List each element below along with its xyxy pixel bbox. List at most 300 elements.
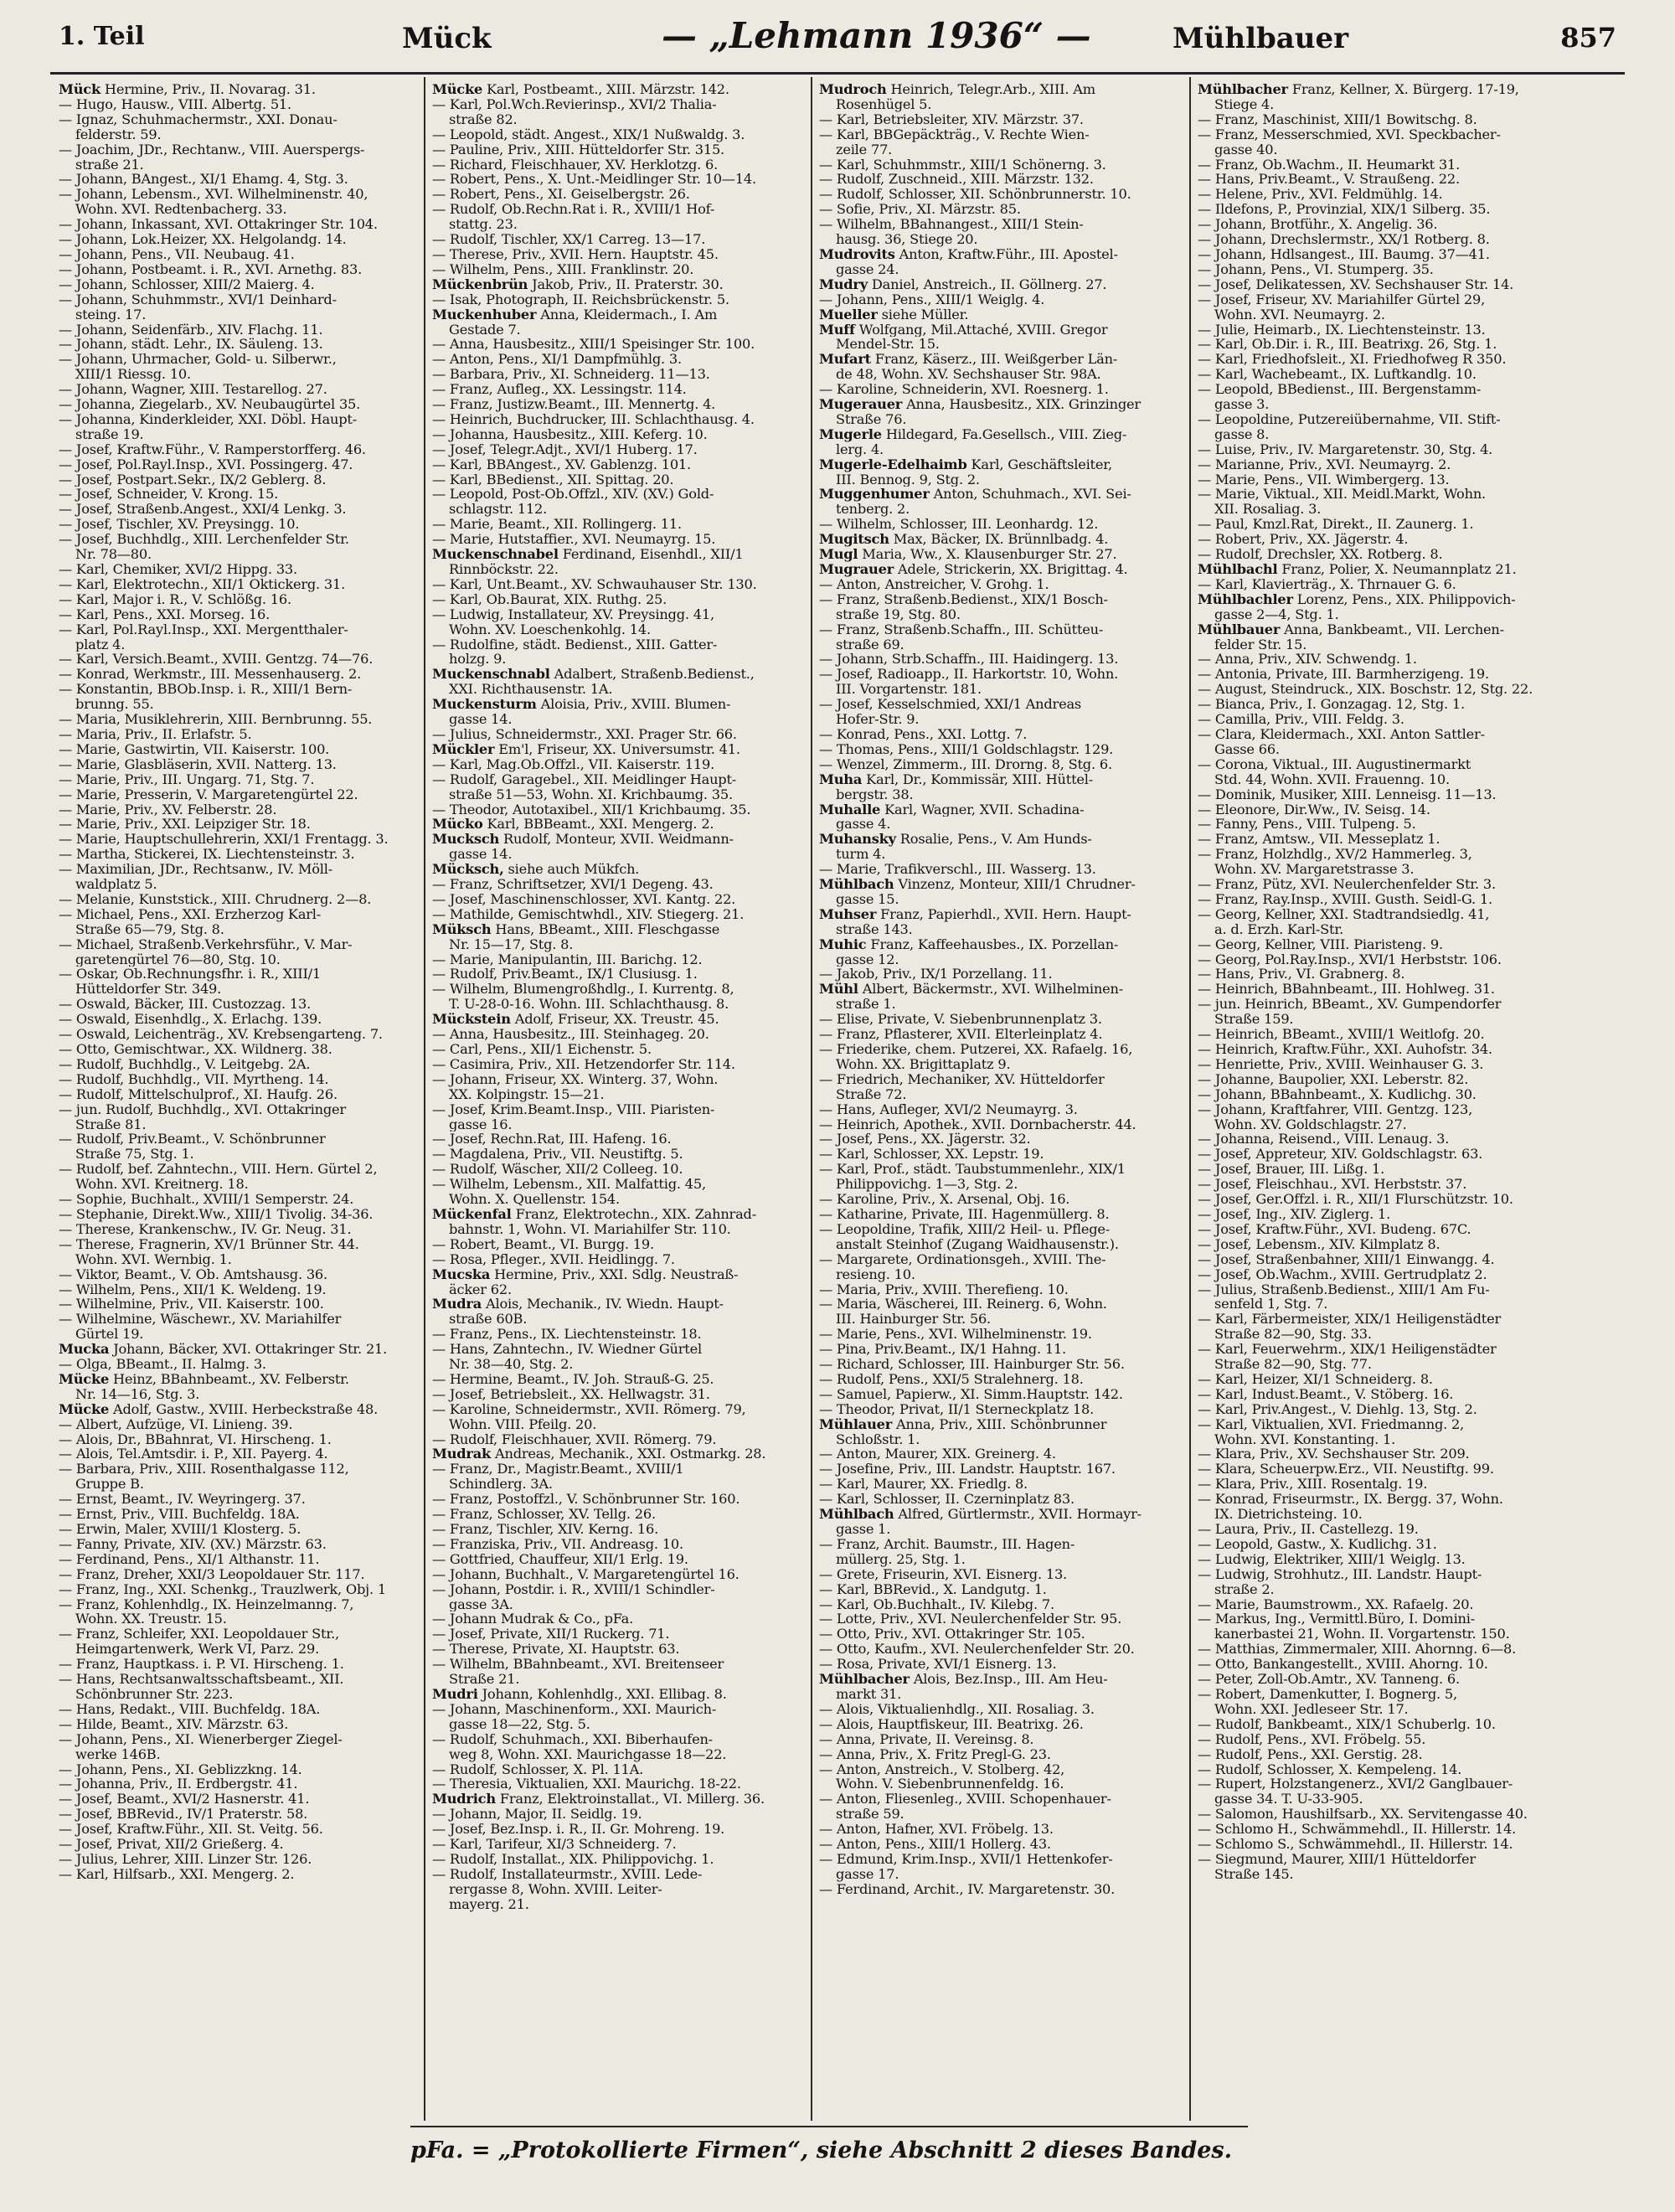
directory-line: — Josef, Pol.Rayl.Insp., XVI. Possingerg. 47. — [59, 456, 353, 472]
directory-line: — Heinrich, BBahnbeamt., III. Hohlweg. 31. — [1198, 982, 1495, 998]
directory-line: — Karl, Pol.Wch.Revierinsp., XVI/2 Thalia- — [432, 96, 717, 112]
directory-line: gasse 34. T. U-33-905. — [1214, 1792, 1363, 1807]
header-rule — [50, 72, 1625, 75]
directory-line: — Casimira, Priv., XII. Hetzendorfer Str. 114. — [432, 1056, 735, 1072]
directory-line: Mühlauer Anna, Priv., XIII. Schönbrunner — [819, 1416, 1107, 1432]
directory-line: — Josef, Ob.Wachm., XVIII. Gertrudplatz 2. — [1198, 1266, 1487, 1282]
directory-line: — Josef, Radioapp., II. Harkortstr. 10, Wohn. — [819, 667, 1119, 683]
directory-line: — Rudolf, Pens., XVI. Fröbelg. 55. — [1198, 1731, 1426, 1747]
directory-line: zeile 77. — [836, 142, 893, 157]
directory-line: hausg. 36, Stiege 20. — [836, 232, 978, 247]
directory-line: — Hans, Zahntechn., IV. Wiedner Gürtel — [432, 1342, 702, 1358]
directory-line: Schindlerg. 3A. — [449, 1477, 553, 1493]
directory-line: — Rudolf, Installat., XIX. Philippovichg. 1. — [432, 1851, 714, 1867]
directory-line: — Oswald, Leichenträg., XV. Krebsengarteng. 7. — [59, 1027, 383, 1042]
directory-line: — Johann, Buchhalt., V. Margaretengürtel 16. — [432, 1566, 740, 1582]
directory-line: — Siegmund, Maurer, XIII/1 Hütteldorfer — [1198, 1851, 1476, 1867]
directory-line: — Anna, Priv., X. Fritz Pregl-G. 23. — [819, 1746, 1051, 1762]
directory-line: — Peter, Zoll-Ob.Amtr., XV. Tanneng. 6. — [1198, 1672, 1460, 1687]
directory-line: — Jakob, Priv., IX/1 Porzellang. 11. — [819, 967, 1053, 982]
directory-line: Mucksch Rudolf, Monteur, XVII. Weidmann- — [432, 832, 734, 848]
directory-line: Mücke Adolf, Gastw., XVIII. Herbeckstraße 48. — [59, 1401, 379, 1417]
directory-line: — Alois, Tel.Amtsdir. i. P., XII. Payerg. 4. — [59, 1446, 328, 1462]
directory-line: — Franz, Ob.Wachm., II. Heumarkt 31. — [1198, 157, 1461, 173]
directory-line: schlagstr. 112. — [449, 502, 548, 518]
directory-line: — Corona, Viktual., III. Augustinermarkt — [1198, 756, 1471, 772]
directory-line: — Rudolf, Buchhdlg., V. Leitgebg. 2A. — [59, 1056, 311, 1072]
directory-line: straße 19. — [75, 426, 144, 442]
directory-line: — Fanny, Private, XIV. (XV.) Märzstr. 63. — [59, 1536, 327, 1552]
directory-line: — Joachim, JDr., Rechtanw., VIII. Auerspergs- — [59, 142, 365, 157]
directory-line: — Johann, Pens., XIII/1 Weiglg. 4. — [819, 291, 1045, 307]
directory-line: — Konstantin, BBOb.Insp. i. R., XIII/1 Bern- — [59, 682, 353, 698]
directory-line: Mühlbacher Franz, Kellner, X. Bürgerg. 17-19, — [1198, 82, 1519, 97]
directory-line: — Johann, BAngest., XI/1 Ehamg. 4, Stg. 3. — [59, 172, 348, 188]
directory-line: — Johann, Pens., XI. Geblizzkng. 14. — [59, 1761, 302, 1777]
directory-line: — Rudolf, Drechsler, XX. Rotberg. 8. — [1198, 547, 1443, 562]
directory-line: — Josef, Kraftw.Führ., XVI. Budeng. 67C. — [1198, 1221, 1471, 1237]
directory-line: — Klara, Priv., XV. Sechshauser Str. 209. — [1198, 1446, 1470, 1462]
directory-column-3 — [819, 82, 1184, 2117]
directory-line: Mudry Daniel, Anstreich., II. Göllnerg. 27. — [819, 276, 1107, 292]
section-label: 1. Teil — [59, 22, 145, 51]
directory-line: — Franz, Messerschmied, XVI. Speckbacher- — [1198, 126, 1501, 142]
directory-line: — Karl, BBRevid., X. Landgutg. 1. — [819, 1581, 1047, 1597]
directory-line: — Theresia, Viktualien, XXI. Maurichg. 18-22. — [432, 1776, 741, 1792]
directory-line: Mugerle-Edelhaimb Karl, Geschäftsleiter, — [819, 456, 1112, 472]
directory-line: — Anton, Anstreicher, V. Grohg. 1. — [819, 576, 1049, 592]
directory-line: Mühlbach Vinzenz, Monteur, XIII/1 Chrudner- — [819, 877, 1136, 892]
directory-line: straße 19, Stg. 80. — [836, 606, 961, 622]
directory-line: — Mathilde, Gemischtwhdl., XIV. Stiegerg. 21. — [432, 906, 745, 922]
directory-line: — Karl, Ob.Baurat, XIX. Ruthg. 25. — [432, 591, 667, 607]
directory-line: — Hans, Priv., VI. Grabnerg. 8. — [1198, 967, 1405, 982]
directory-line: — Karl, Friedhofsleit., XI. Friedhofweg R 350. — [1198, 352, 1507, 368]
directory-line: — Karl, Mag.Ob.Offzl., VII. Kaiserstr. 119. — [432, 756, 715, 772]
directory-line: — Ludwig, Installateur, XV. Preysingg. 41, — [432, 606, 714, 622]
directory-line: — Marie, Priv., III. Ungarg. 71, Stg. 7. — [59, 771, 315, 787]
directory-line: Straße 81. — [75, 1116, 147, 1132]
directory-line: — Otto, Gemischtwar., XX. Wildnerg. 38. — [59, 1042, 332, 1057]
directory-line: — Maria, Priv., II. Erlafstr. 5. — [59, 726, 252, 742]
directory-line: markt 31. — [836, 1686, 902, 1702]
directory-line: Mudra Alois, Mechanik., IV. Wiedn. Haupt- — [432, 1297, 724, 1312]
directory-line: — Magdalena, Priv., VII. Neustiftg. 5. — [432, 1147, 683, 1163]
directory-line: — Rudolf, Mittelschulprof., XI. Haufg. 26. — [59, 1086, 338, 1102]
directory-line: — Friederike, chem. Putzerei, XX. Rafaelg. 16, — [819, 1042, 1133, 1057]
directory-line: — Sofie, Priv., XI. Märzstr. 85. — [819, 202, 1021, 218]
directory-line: gasse 14. — [449, 847, 513, 863]
directory-line: straße 82. — [449, 111, 518, 127]
directory-line: XX. Kolpingstr. 15—21. — [449, 1086, 605, 1102]
directory-line: — Anton, Pens., XIII/1 Hollerg. 43. — [819, 1837, 1051, 1852]
directory-line: — Leopold, Post-Ob.Offzl., XIV. (XV.) Gold- — [432, 487, 714, 503]
directory-line: Nr. 78—80. — [75, 547, 152, 562]
directory-line: — Karl, Färbermeister, XIX/1 Heiligenstädter — [1198, 1312, 1502, 1328]
directory-line: — Karl, Schlosser, II. Czerninplatz 83. — [819, 1492, 1075, 1508]
directory-line: — Marie, Viktual., XII. Meidl.Markt, Wohn. — [1198, 487, 1487, 503]
directory-line: — Karl, Betriebsleiter, XIV. Märzstr. 37. — [819, 111, 1084, 127]
directory-line: — Franz, Ray.Insp., XVIII. Gusth. Seidl-G. 1. — [1198, 891, 1492, 907]
directory-line: — Anton, Maurer, XIX. Greinerg. 4. — [819, 1446, 1056, 1462]
directory-line: — Albert, Aufzüge, VI. Linieng. 39. — [59, 1416, 293, 1432]
directory-line: Straße 65—79, Stg. 8. — [75, 921, 224, 937]
directory-line: — Julie, Heimarb., IX. Liechtensteinstr. 13. — [1198, 322, 1486, 338]
directory-line: Mudrak Andreas, Mechanik., XXI. Ostmarkg. 28. — [432, 1446, 766, 1462]
last-entry-keyword: Mühlbauer — [1172, 22, 1349, 55]
directory-line: — Josef, Kraftw.Führ., XII. St. Veitg. 56. — [59, 1822, 323, 1838]
directory-line: — Johann, Maschinenform., XXI. Maurich- — [432, 1701, 717, 1717]
directory-line: Nr. 14—16, Stg. 3. — [75, 1386, 200, 1402]
directory-line: garetengürtel 76—80, Stg. 10. — [75, 951, 281, 967]
directory-line: — Johann, Inkassant, XVI. Ottakringer Str. 104. — [59, 217, 378, 233]
directory-line: straße 143. — [836, 921, 913, 937]
directory-line: — Karl, Schlosser, XX. Lepstr. 19. — [819, 1147, 1044, 1163]
directory-line: — Margarete, Ordinationsgeh., XVIII. The- — [819, 1251, 1106, 1267]
directory-line: — Ludwig, Strohhutz., III. Landstr. Haupt- — [1198, 1566, 1482, 1582]
directory-line: — Clara, Kleidermach., XXI. Anton Sattler- — [1198, 726, 1485, 742]
directory-line: — Rudolf, Garagebel., XII. Meidlinger Haupt- — [432, 771, 737, 787]
directory-line: Rosenhügel 5. — [836, 96, 932, 112]
directory-line: — Wilhelm, Lebensm., XII. Malfattig. 45, — [432, 1177, 706, 1193]
directory-line: — Heinrich, Kraftw.Führ., XXI. Auhofstr. 34. — [1198, 1042, 1492, 1057]
directory-line: — Konrad, Werkmstr., III. Messenhauserg. 2. — [59, 667, 362, 683]
directory-line: — Josef, Privat, XII/2 Grießerg. 4. — [59, 1837, 284, 1852]
directory-line: — Franz, Schlosser, XV. Tellg. 26. — [432, 1507, 656, 1522]
directory-line: — Johann, Lok.Heizer, XX. Helgolandg. 14. — [59, 232, 347, 247]
directory-line: Wohn. XXI. Jedleseer Str. 17. — [1214, 1701, 1409, 1717]
directory-line: — Robert, Damenkutter, I. Bognerg. 5, — [1198, 1686, 1457, 1702]
directory-line: Muckenhuber Anna, Kleidermach., I. Am — [432, 307, 718, 322]
directory-line: Mücko Karl, BBBeamt., XXI. Mengerg. 2. — [432, 817, 714, 833]
directory-line: — Johanna, Hausbesitz., XIII. Keferg. 10. — [432, 426, 708, 442]
directory-line: — Franz, Archit. Baumstr., III. Hagen- — [819, 1536, 1075, 1552]
directory-line: gasse 17. — [836, 1866, 899, 1882]
directory-line: kanerbastei 21, Wohn. II. Vorgartenstr. 150. — [1214, 1627, 1510, 1642]
directory-line: — Josef, Fleischhau., XVI. Herbststr. 37. — [1198, 1177, 1467, 1193]
directory-line: — Johann, Kraftfahrer, VIII. Gentzg. 123, — [1198, 1101, 1473, 1117]
directory-line: gasse 4. — [836, 817, 891, 833]
directory-line: — Franz, Straßenb.Bedienst., XIX/1 Bosch- — [819, 591, 1108, 607]
directory-line: bergstr. 38. — [836, 786, 914, 802]
directory-line: — Ildefons, P., Provinzial, XIX/1 Silberg. 35. — [1198, 202, 1491, 218]
directory-line: — Karl, BBGepäckträg., V. Rechte Wien- — [819, 126, 1090, 142]
directory-line: Straße 76. — [836, 411, 907, 427]
directory-line: senfeld 1, Stg. 7. — [1214, 1297, 1328, 1312]
directory-line: Nr. 38—40, Stg. 2. — [449, 1357, 574, 1372]
directory-line: — Leopold, städt. Angest., XIX/1 Nußwaldg. 3. — [432, 126, 745, 142]
directory-line: — Josef, Bez.Insp. i. R., II. Gr. Mohreng. 19. — [432, 1822, 725, 1838]
directory-line: — Marie, Manipulantin, III. Barichg. 12. — [432, 951, 703, 967]
directory-line: Philippovichg. 1—3, Stg. 2. — [836, 1177, 1018, 1193]
directory-line: III. Hainburger Str. 56. — [836, 1312, 991, 1328]
directory-line: — Karl, Heizer, XI/1 Schneiderg. 8. — [1198, 1371, 1433, 1387]
directory-line: — Karl, Klavierträg., X. Thrnauer G. 6. — [1198, 576, 1456, 592]
directory-line: — Wilhelm, BBahnbeamt., XVI. Breitenseer — [432, 1657, 724, 1673]
directory-line: holzg. 9. — [449, 652, 507, 668]
directory-line: — Therese, Private, XI. Hauptstr. 63. — [432, 1642, 680, 1658]
directory-line: Straße 21. — [449, 1672, 520, 1687]
directory-line: — Viktor, Beamt., V. Ob. Amtshausg. 36. — [59, 1266, 327, 1282]
directory-line: — Karl, Elektrotechn., XII/1 Oktickerg. 31. — [59, 576, 346, 592]
directory-column-1 — [59, 82, 419, 2117]
footer-note: pFa. = „Protokollierte Firmen“, siehe Abschnitt 2 dieses Bandes. — [410, 2137, 1232, 2163]
directory-line: Hofer-Str. 9. — [836, 712, 920, 727]
directory-line: resieng. 10. — [836, 1266, 915, 1282]
directory-line: Straße 145. — [1214, 1866, 1294, 1882]
directory-line: — Robert, Priv., XX. Jägerstr. 4. — [1198, 532, 1409, 548]
directory-line: — Heinrich, Buchdrucker, III. Schlachthausg. 4. — [432, 411, 755, 427]
directory-line: — Franz, Pütz, XVI. Neulerchenfelder Str. 3. — [1198, 877, 1496, 892]
directory-line: Mugl Maria, Ww., X. Klausenburger Str. 27. — [819, 547, 1117, 562]
directory-line: — Johanne, Baupolier, XXI. Leberstr. 82. — [1198, 1071, 1469, 1087]
directory-line: gasse 2—4, Stg. 1. — [1214, 606, 1339, 622]
directory-line: — Maria, Wäscherei, III. Reinerg. 6, Wohn. — [819, 1297, 1107, 1312]
first-entry-keyword: Mück — [402, 22, 492, 55]
directory-line: Gasse 66. — [1214, 741, 1280, 757]
directory-line: — Karoline, Schneiderin, XVI. Roesnerg. 1. — [819, 382, 1109, 398]
directory-line: — Wilhelm, Pens., XIII. Franklinstr. 20. — [432, 261, 694, 277]
directory-line: — Anton, Fliesenleg., XVIII. Schopenhauer- — [819, 1792, 1111, 1807]
directory-line: Schönbrunner Str. 223. — [75, 1686, 234, 1702]
directory-line: — Josef, Kesselschmied, XXI/1 Andreas — [819, 697, 1082, 713]
directory-line: — Ludwig, Elektriker, XIII/1 Weiglg. 13. — [1198, 1551, 1466, 1567]
directory-line: Mühlbachler Lorenz, Pens., XIX. Philippovich- — [1198, 591, 1516, 607]
directory-line: straße 59. — [836, 1807, 904, 1823]
directory-line: Mücke Heinz, BBahnbeamt., XV. Felberstr. — [59, 1371, 349, 1387]
directory-line: — Eleonore, Dir.Ww., IV. Seisg. 14. — [1198, 802, 1430, 817]
directory-line: — Josef, Ger.Offzl. i. R., XII/1 Flurschützstr. 10. — [1198, 1192, 1513, 1207]
directory-line: bahnstr. 1, Wohn. VI. Mariahilfer Str. 110. — [449, 1221, 731, 1237]
directory-line: — Rosa, Private, XVI/1 Eisnerg. 13. — [819, 1657, 1057, 1673]
directory-line: Wohn. VIII. Pfeilg. 20. — [449, 1416, 597, 1432]
directory-line: — Markus, Ing., Vermittl.Büro, I. Domini- — [1198, 1611, 1476, 1627]
directory-line: rergasse 8, Wohn. XVIII. Leiter- — [449, 1881, 662, 1897]
directory-line: — Josef, Krim.Beamt.Insp., VIII. Piaristen- — [432, 1101, 715, 1117]
directory-line: — Josef, BBRevid., IV/1 Praterstr. 58. — [59, 1807, 308, 1823]
directory-line: Muckenschnabl Adalbert, Straßenb.Bedienst., — [432, 667, 755, 683]
directory-line: — Wilhelm, Pens., XII/1 K. Weldeng. 19. — [59, 1281, 327, 1297]
directory-line: straße 2. — [1214, 1581, 1275, 1597]
directory-line: — Otto, Priv., XVI. Ottakringer Str. 105. — [819, 1627, 1085, 1642]
directory-line: — Leopold, BBedienst., III. Bergenstamm- — [1198, 382, 1482, 398]
directory-line: — Josef, Ing., XIV. Ziglerg. 1. — [1198, 1206, 1391, 1222]
directory-line: — Marie, Pens., XVI. Wilhelminenstr. 19. — [819, 1327, 1092, 1343]
directory-line: — Franz, Schleifer, XXI. Leopoldauer Str., — [59, 1627, 339, 1642]
directory-line: Mück Hermine, Priv., II. Novarag. 31. — [59, 82, 316, 97]
directory-line: — Barbara, Priv., XIII. Rosenthalgasse 112, — [59, 1462, 349, 1477]
directory-line: XIII/1 Riessg. 10. — [75, 367, 191, 383]
directory-line: — Rudolf, Pens., XXI. Gerstig. 28. — [1198, 1746, 1423, 1762]
directory-line: — Josef, Straßenb.Angest., XXI/4 Lenkg. 3. — [59, 502, 347, 518]
directory-line: — Heinrich, BBeamt., XVIII/1 Weitlofg. 20. — [1198, 1027, 1485, 1042]
directory-line: Wohn. XVI. Redtenbacherg. 33. — [75, 202, 287, 218]
directory-line: Muhalle Karl, Wagner, XVII. Schadina- — [819, 802, 1085, 817]
directory-line: — Maximilian, JDr., Rechtsanw., IV. Möll- — [59, 862, 332, 878]
directory-line: — jun. Rudolf, Buchhdlg., XVI. Ottakringer — [59, 1101, 346, 1117]
directory-line: Wohn. XV. Margaretstrasse 3. — [1214, 862, 1415, 878]
directory-line: — Anton, Pens., XI/1 Dampfmühlg. 3. — [432, 352, 682, 368]
directory-line: gasse 18—22, Stg. 5. — [449, 1716, 590, 1732]
directory-line: Mudrovits Anton, Kraftw.Führ., III. Apostel- — [819, 246, 1118, 262]
directory-line: — Johanna, Ziegelarb., XV. Neubaugürtel 35. — [59, 397, 361, 412]
directory-line: a. d. Erzh. Karl-Str. — [1214, 921, 1344, 937]
directory-line: — Salomon, Haushilfsarb., XX. Servitengasse 40. — [1198, 1807, 1528, 1823]
directory-line: — Martha, Stickerei, IX. Liechtensteinstr. 3. — [59, 847, 355, 863]
directory-line: Mückenfal Franz, Elektrotechn., XIX. Zahnrad- — [432, 1206, 756, 1222]
directory-line: — Hermine, Beamt., IV. Joh. Strauß-G. 25. — [432, 1371, 714, 1387]
directory-line: — Stephanie, Direkt.Ww., XIII/1 Tivolig. 34-36. — [59, 1206, 374, 1222]
directory-line: — Karl, Chemiker, XVI/2 Hippg. 33. — [59, 562, 297, 577]
directory-line: Mückler Em'l, Friseur, XX. Universumstr. 41. — [432, 741, 740, 757]
directory-line: — Erwin, Maler, XVIII/1 Klosterg. 5. — [59, 1522, 302, 1537]
directory-line: — Josef, Lebensm., XIV. Kilmplatz 8. — [1198, 1236, 1440, 1252]
column-divider — [811, 77, 812, 2121]
directory-line: — Johann, Pens., VII. Neubaug. 41. — [59, 246, 295, 262]
directory-line: — Konrad, Pens., XXI. Lottg. 7. — [819, 726, 1028, 742]
directory-line: — Bianca, Priv., I. Gonzagag. 12, Stg. 1. — [1198, 697, 1465, 713]
directory-line: — Josef, Buchhdlg., XIII. Lerchenfelder Str. — [59, 532, 349, 548]
directory-line: gasse 24. — [836, 261, 899, 277]
directory-line: — Schlomo H., Schwämmehdl., II. Hillerstr. 14. — [1198, 1822, 1517, 1838]
directory-line: Mudri Johann, Kohlenhdlg., XXI. Ellibag. 8. — [432, 1686, 727, 1702]
directory-line: — Rudolf, Fleischhauer, XVII. Römerg. 79. — [432, 1431, 717, 1447]
directory-line: — Leopoldine, Trafik, XIII/2 Heil- u. Pflege- — [819, 1221, 1111, 1237]
directory-line: — Franz, Dreher, XXI/3 Leopoldauer Str. 117. — [59, 1566, 365, 1582]
directory-line: brunng. 55. — [75, 697, 154, 713]
directory-line: XII. Rosaliag. 3. — [1214, 502, 1322, 518]
directory-line: platz 4. — [75, 637, 126, 652]
page-header — [59, 15, 1616, 65]
directory-line: — Karl, Ob.Dir. i. R., III. Beatrixg. 26, Stg. 1. — [1198, 337, 1497, 353]
directory-line: Muha Karl, Dr., Kommissär, XIII. Hüttel- — [819, 771, 1093, 787]
directory-line: — Wilhelm, BBahnangest., XIII/1 Stein- — [819, 217, 1084, 233]
directory-line: Mückstein Adolf, Friseur, XX. Treustr. 45. — [432, 1012, 719, 1028]
directory-line: — Johanna, Priv., II. Erdbergstr. 41. — [59, 1776, 298, 1792]
directory-line: Gruppe B. — [75, 1477, 144, 1493]
directory-line: — Johanna, Reisend., VIII. Lenaug. 3. — [1198, 1132, 1450, 1147]
directory-line: — Maria, Priv., XVIII. Therefieng. 10. — [819, 1281, 1069, 1297]
directory-line: — Johann, Drechslermstr., XX/1 Rotberg. 8. — [1198, 232, 1490, 247]
directory-line: — Franz, Maschinist, XIII/1 Bowitschg. 8. — [1198, 111, 1477, 127]
directory-line: — Josef, Rechn.Rat, III. Hafeng. 16. — [432, 1132, 672, 1147]
directory-line: — Dominik, Musiker, XIII. Lenneisg. 11—13. — [1198, 786, 1497, 802]
directory-line: — Carl, Pens., XII/1 Eichenstr. 5. — [432, 1042, 652, 1057]
directory-line: — Johann, Postdir. i. R., XVIII/1 Schindler- — [432, 1581, 715, 1597]
directory-line: — Oskar, Ob.Rechnungsfhr. i. R., XIII/1 — [59, 967, 322, 982]
directory-line: — Franz, Justizw.Beamt., III. Mennertg. 4. — [432, 397, 716, 412]
directory-line: — Josef, Delikatessen, XV. Sechshauser Str. 14. — [1198, 276, 1514, 292]
directory-line: lerg. 4. — [836, 441, 884, 457]
directory-line: — Karl, Prof., städt. Taubstummenlehr., XIX/1 — [819, 1162, 1126, 1178]
directory-line: — Klara, Priv., XIII. Rosentalg. 19. — [1198, 1477, 1428, 1493]
directory-line: — Theodor, Autotaxibel., XII/1 Krichbaumg. 35. — [432, 802, 751, 817]
directory-line: — Johann Mudrak & Co., pFa. — [432, 1611, 634, 1627]
directory-line: — Samuel, Papierw., XI. Simm.Hauptstr. 142. — [819, 1386, 1123, 1402]
directory-line: Wohn. XX. Brigittaplatz 9. — [836, 1056, 1011, 1072]
directory-line: — Karl, BBedienst., XII. Spittag. 20. — [432, 472, 674, 487]
directory-line: Muhser Franz, Papierhdl., XVII. Hern. Haupt- — [819, 906, 1131, 922]
directory-line: — Olga, BBeamt., II. Halmg. 3. — [59, 1357, 266, 1372]
directory-line: — Rudolf, Schlosser, XII. Schönbrunnerstr. 10. — [819, 187, 1131, 203]
directory-line: T. U-28-0-16. Wohn. III. Schlachthausg. 8. — [449, 997, 729, 1013]
directory-line: — Marie, Gastwirtin, VII. Kaiserstr. 100. — [59, 741, 330, 757]
directory-line: — Johann, Wagner, XIII. Testarellog. 27. — [59, 382, 327, 398]
directory-line: — Leopoldine, Putzereiübernahme, VII. Stift- — [1198, 411, 1501, 427]
directory-line: — Johann, Schlosser, XIII/2 Maierg. 4. — [59, 276, 315, 292]
directory-line: — Karl, Schuhmmstr., XIII/1 Schönerng. 3. — [819, 157, 1106, 173]
directory-line: — Richard, Fleischhauer, XV. Herklotzg. 6. — [432, 157, 719, 173]
directory-line: Straße 82—90, Stg. 77. — [1214, 1357, 1372, 1372]
directory-line: — Anton, Hafner, XVI. Fröbelg. 13. — [819, 1822, 1054, 1838]
directory-line: — Josef, Kraftw.Führ., V. Ramperstorfferg. 46. — [59, 441, 366, 457]
directory-line: — Antonia, Private, III. Barmherzigeng. 19. — [1198, 667, 1489, 683]
directory-line: — Rudolf, Wäscher, XII/2 Colleeg. 10. — [432, 1162, 683, 1178]
directory-line: — Otto, Kaufm., XVI. Neulerchenfelder Str. 20. — [819, 1642, 1135, 1658]
directory-line: — Rupert, Holzstangenerz., XVI/2 Ganglbauer- — [1198, 1776, 1513, 1792]
directory-line: Straße 75, Stg. 1. — [75, 1147, 194, 1163]
directory-line: — Josef, Telegr.Adjt., XVI/1 Huberg. 17. — [432, 441, 698, 457]
directory-line: müllerg. 25, Stg. 1. — [836, 1551, 966, 1567]
directory-line: Muhansky Rosalie, Pens., V. Am Hunds- — [819, 832, 1092, 848]
directory-line: — Otto, Bankangestellt., XVIII. Ahorng. 10. — [1198, 1657, 1488, 1673]
directory-line: — Karl, Major i. R., V. Schlößg. 16. — [59, 591, 291, 607]
directory-line: Wohn. V. Siebenbrunnenfeldg. 16. — [836, 1776, 1064, 1792]
directory-line: Muff Wolfgang, Mil.Attaché, XVIII. Gregor — [819, 322, 1108, 338]
directory-line: — Luise, Priv., IV. Margaretenstr. 30, Stg. 4. — [1198, 441, 1493, 457]
directory-line: — Rudolf, Ob.Rechn.Rat i. R., XVIII/1 Hof- — [432, 202, 715, 218]
directory-line: — Johann, BBahnbeamt., X. Kudlichg. 30. — [1198, 1086, 1477, 1102]
directory-line: — Johann, städt. Lehr., IX. Säuleng. 13. — [59, 337, 323, 353]
directory-line: Straße 159. — [1214, 1012, 1294, 1028]
directory-line: Stiege 4. — [1214, 96, 1275, 112]
directory-line: Wohn. XV. Loeschenkohlg. 14. — [449, 621, 651, 637]
directory-line: — Rudolf, Schuhmach., XXI. Biberhaufen- — [432, 1731, 713, 1747]
directory-line: — Josef, Betriebsleit., XX. Hellwagstr. 31. — [432, 1386, 710, 1402]
directory-line: — Rudolf, Priv.Beamt., IX/1 Clusiusg. 1. — [432, 967, 698, 982]
directory-line: Mückenbrün Jakob, Priv., II. Praterstr. 30. — [432, 276, 724, 292]
directory-line: Mudroch Heinrich, Telegr.Arb., XIII. Am — [819, 82, 1095, 97]
directory-line: — Robert, Beamt., VI. Burgg. 19. — [432, 1236, 654, 1252]
directory-line: Mühlbach Alfred, Gürtlermstr., XVII. Hormayr- — [819, 1507, 1142, 1522]
directory-line: Heimgartenwerk, Werk VI, Parz. 29. — [75, 1642, 320, 1658]
directory-line: Straße 72. — [836, 1086, 907, 1102]
directory-line: — Johann, Brotführ., X. Angelig. 36. — [1198, 217, 1438, 233]
directory-line: — Alois, Hauptfiskeur, III. Beatrixg. 26. — [819, 1716, 1084, 1732]
directory-line: — Julius, Lehrer, XIII. Linzer Str. 126. — [59, 1851, 312, 1867]
directory-line: Wohn. XVI. Kreitnerg. 18. — [75, 1177, 249, 1193]
directory-line: felder Str. 15. — [1214, 637, 1307, 652]
directory-line: — Josef, Pens., XX. Jägerstr. 32. — [819, 1132, 1031, 1147]
directory-line: — Georg, Kellner, XXI. Stadtrandsiedlg. 41, — [1198, 906, 1490, 922]
directory-line: straße 1. — [836, 997, 896, 1013]
directory-line: — Lotte, Priv., XVI. Neulerchenfelder Str. 95. — [819, 1611, 1122, 1627]
directory-line: — Anton, Anstreich., V. Stolberg. 42, — [819, 1761, 1065, 1777]
directory-line: — Robert, Pens., XI. Geiselbergstr. 26. — [432, 187, 690, 203]
directory-line: Nr. 15—17, Stg. 8. — [449, 936, 574, 952]
directory-line: Muggenhumer Anton, Schuhmach., XVI. Sei- — [819, 487, 1131, 503]
directory-line: anstalt Steinhof (Zugang Waidhausenstr.). — [836, 1236, 1119, 1252]
directory-line: Gestade 7. — [449, 322, 521, 338]
directory-line: — Klara, Scheuerpw.Erz., VII. Neustiftg. 99. — [1198, 1462, 1494, 1477]
directory-line: Mendel-Str. 15. — [836, 337, 940, 353]
directory-line: — Johann, Schuhmmstr., XVI/1 Deinhard- — [59, 291, 337, 307]
directory-line: — Josef, Straßenbahner, XIII/1 Einwangg. 4. — [1198, 1251, 1495, 1267]
directory-line: — Laura, Priv., II. Castellezg. 19. — [1198, 1522, 1419, 1537]
directory-line: — Rudolf, Pens., XXI/5 Stralehnerg. 18. — [819, 1371, 1084, 1387]
directory-line: — Marie, Trafikverschl., III. Wasserg. 13. — [819, 862, 1096, 878]
directory-line: — Thomas, Pens., XIII/1 Goldschlagstr. 129. — [819, 741, 1114, 757]
